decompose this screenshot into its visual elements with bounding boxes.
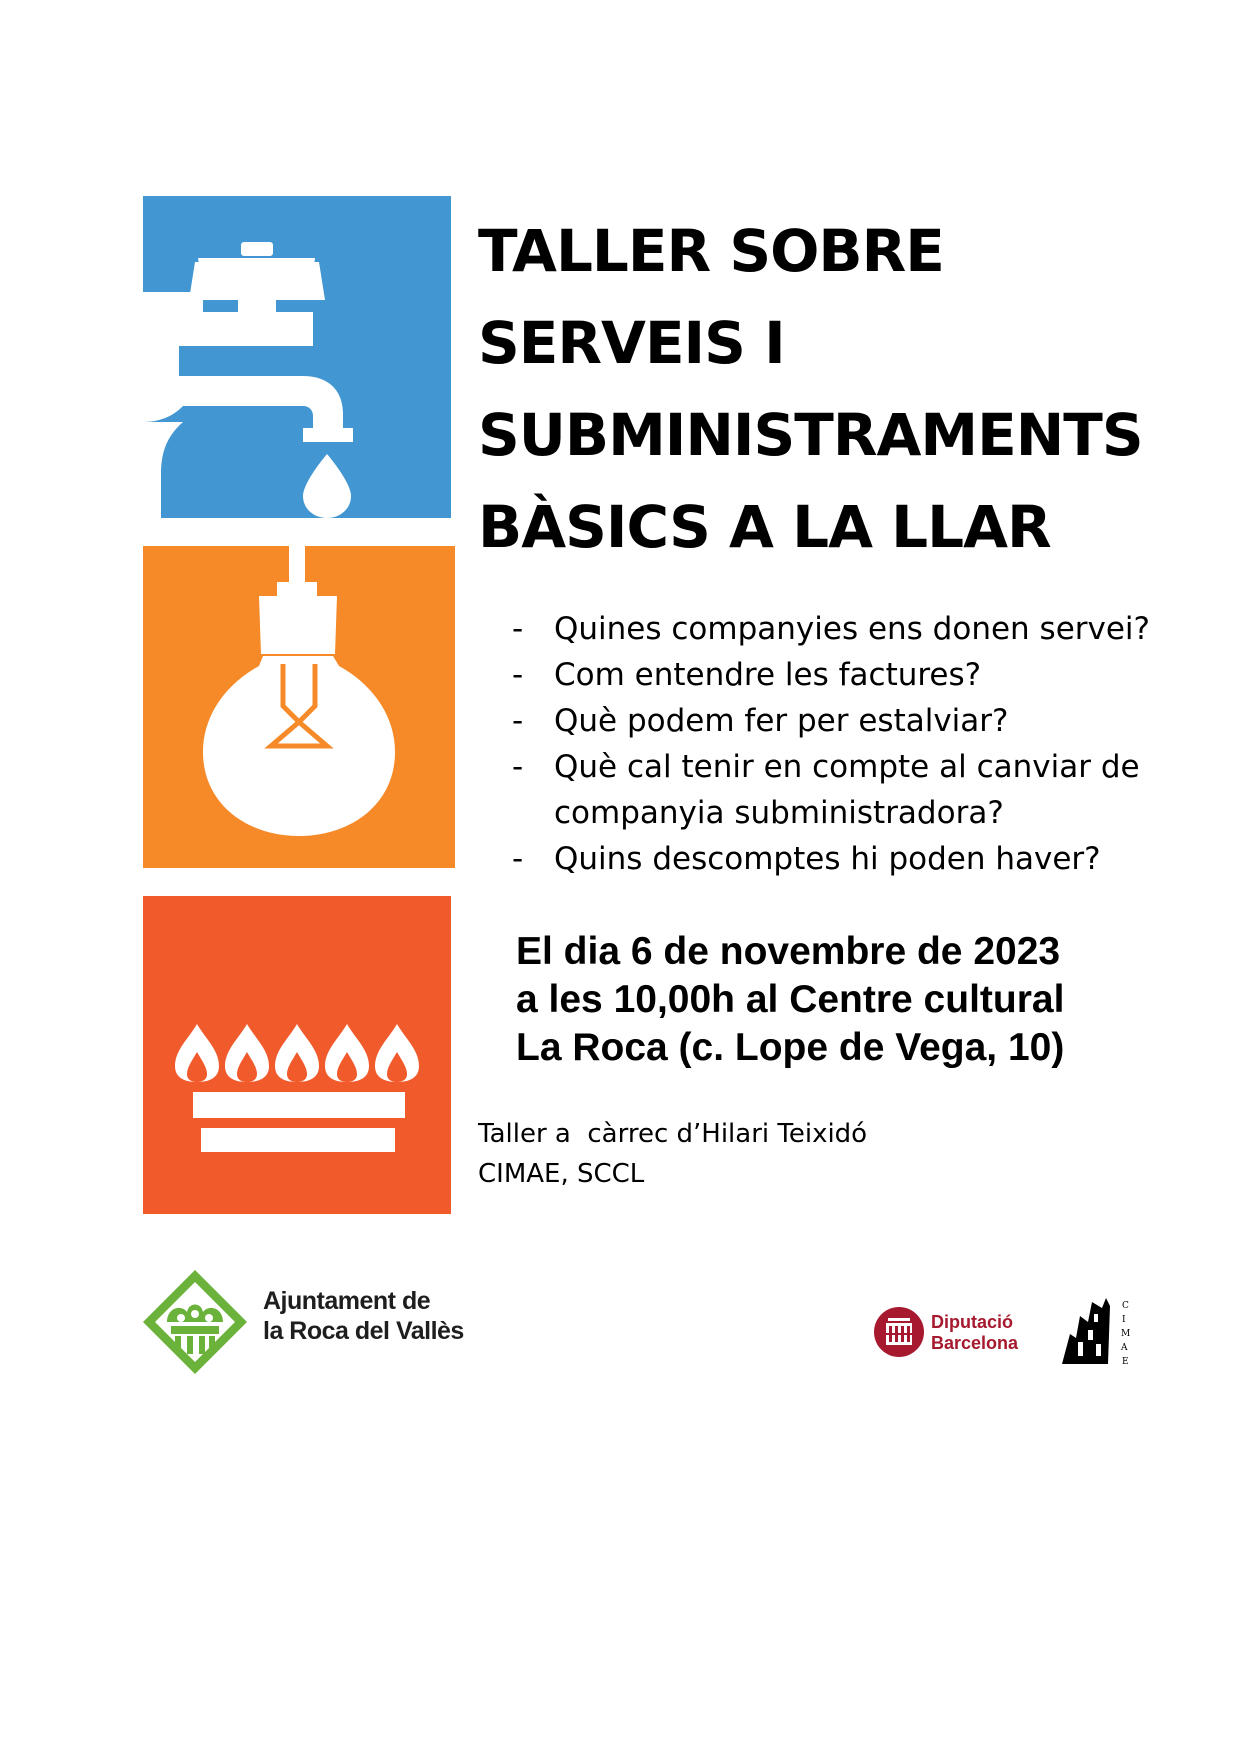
diputacio-line: Barcelona <box>931 1333 1019 1353</box>
cimae-letter: A <box>1121 1343 1128 1353</box>
ajuntament-logo <box>141 1268 481 1376</box>
diputacio-emblem-icon <box>873 1306 925 1358</box>
title-line: TALLER SOBRE <box>478 217 944 285</box>
cimae-letter: C <box>1122 1301 1129 1311</box>
list-item <box>512 698 1152 744</box>
electricity-tile <box>143 546 455 868</box>
diputacio-line: Diputació <box>931 1312 1014 1332</box>
list-dash: - <box>512 657 524 693</box>
ajuntament-emblem-icon <box>141 1268 249 1376</box>
question-text: Quins descomptes hi poden haver? <box>554 841 1101 877</box>
list-dash: - <box>512 841 524 877</box>
workshop-credit <box>478 1114 867 1194</box>
cimae-letter: I <box>1122 1315 1126 1325</box>
title-line: SERVEIS I <box>478 309 785 377</box>
water-tap-icon <box>143 196 451 518</box>
cimae-letter: E <box>1122 1357 1129 1366</box>
gas-burner-icon <box>143 896 451 1214</box>
diputacio-logo <box>873 1306 1033 1358</box>
question-text: Quines companyies ens donen servei? <box>554 611 1150 647</box>
list-item <box>512 836 1152 882</box>
credit-line: Taller a càrrec d’Hilari Teixidó <box>478 1119 868 1149</box>
question-text: Què cal tenir en compte al canviar de companyia subministradora? <box>554 749 1140 831</box>
cimae-logo <box>1058 1294 1138 1366</box>
list-dash: - <box>512 611 524 647</box>
ajuntament-line: Ajuntament de <box>263 1287 431 1315</box>
cimae-letter: M <box>1121 1329 1131 1339</box>
light-bulb-icon <box>143 546 455 868</box>
question-text: Què podem fer per estalviar? <box>554 703 1009 739</box>
title-line: SUBMINISTRAMENTS <box>478 401 1143 469</box>
event-line: a les 10,00h al Centre cultural <box>516 978 1065 1021</box>
question-text: Com entendre les factures? <box>554 657 982 693</box>
ajuntament-name <box>263 1286 464 1346</box>
cimae-emblem-icon <box>1058 1294 1138 1366</box>
title-line: BÀSICS A LA LLAR <box>478 493 1051 561</box>
list-dash: - <box>512 703 524 739</box>
event-details <box>516 928 1064 1072</box>
page-title <box>478 205 1143 573</box>
water-tile <box>143 196 451 518</box>
event-line: El dia 6 de novembre de 2023 <box>516 930 1061 973</box>
ajuntament-line: la Roca del Vallès <box>263 1317 464 1345</box>
diputacio-name <box>931 1312 1018 1354</box>
gas-tile <box>143 896 451 1214</box>
credit-line: CIMAE, SCCL <box>478 1159 645 1189</box>
list-item <box>512 744 1152 836</box>
event-line: La Roca (c. Lope de Vega, 10) <box>516 1026 1065 1069</box>
list-item <box>512 606 1152 652</box>
questions-list <box>512 606 1152 882</box>
list-item <box>512 652 1152 698</box>
list-dash: - <box>512 749 524 785</box>
